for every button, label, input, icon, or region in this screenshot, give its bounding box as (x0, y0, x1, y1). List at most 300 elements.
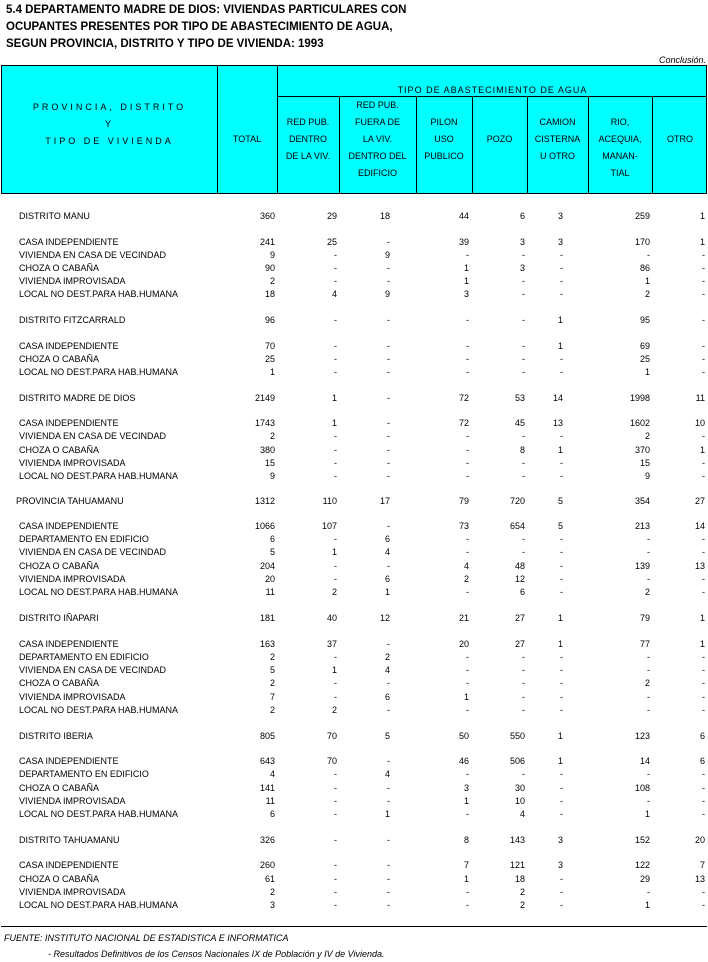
row-label: CASA INDEPENDIENTE (19, 418, 119, 428)
table-row (0, 651, 708, 664)
row-cell: 260 (259, 860, 275, 870)
row-cell: 25 (326, 237, 337, 247)
row-cell: 14 (639, 756, 650, 766)
row-cell: - (560, 887, 563, 897)
row-cell: - (334, 534, 337, 544)
row-cell: 6 (269, 809, 275, 819)
row-cell: 6 (699, 756, 705, 766)
row-label: VIVIENDA IMPROVISADA (19, 796, 126, 806)
row-cell: 1 (331, 547, 337, 557)
row-cell: - (334, 783, 337, 793)
row-cell: - (560, 769, 563, 779)
row-cell: - (647, 665, 650, 675)
row-cell: - (387, 756, 390, 766)
row-cell: - (702, 705, 705, 715)
row-cell: - (702, 783, 705, 793)
row-cell: 1 (557, 315, 563, 325)
row-cell: - (387, 561, 390, 571)
table-row (0, 392, 708, 405)
row-cell: 1 (269, 367, 275, 377)
row-cell: 40 (326, 613, 337, 623)
row-cell: - (387, 860, 390, 870)
row-cell: - (522, 471, 525, 481)
table-row (0, 210, 708, 223)
row-cell: 29 (639, 874, 650, 884)
row-cell: 4 (384, 665, 390, 675)
table-row (0, 353, 708, 366)
row-cell: - (387, 900, 390, 910)
row-cell: - (387, 458, 390, 468)
row-cell: - (522, 652, 525, 662)
table-row (0, 275, 708, 288)
row-cell: 1 (331, 418, 337, 428)
row-cell: - (522, 692, 525, 702)
row-cell: 5 (269, 665, 275, 675)
row-cell: - (466, 665, 469, 675)
row-cell: 1 (699, 237, 705, 247)
row-cell: 7 (699, 860, 705, 870)
row-cell: 70 (264, 341, 275, 351)
row-cell: 8 (519, 445, 525, 455)
row-cell: - (702, 665, 705, 675)
row-label: CASA INDEPENDIENTE (19, 860, 119, 870)
row-cell: 143 (509, 835, 525, 845)
source-note: - Resultados Definitivos de los Censos Nacionales IX de Población y IV de Vivienda. (48, 949, 385, 959)
row-cell: 12 (379, 613, 390, 623)
row-cell: 550 (509, 731, 525, 741)
row-label: CASA INDEPENDIENTE (19, 639, 119, 649)
row-cell: 2 (269, 276, 275, 286)
row-cell: - (560, 574, 563, 584)
row-cell: 9 (384, 289, 390, 299)
row-cell: - (387, 418, 390, 428)
row-label: VIVIENDA IMPROVISADA (19, 458, 126, 468)
row-cell: - (522, 315, 525, 325)
row-cell: - (334, 652, 337, 662)
row-cell: 2 (269, 887, 275, 897)
row-cell: 354 (634, 496, 650, 506)
row-cell: - (560, 587, 563, 597)
row-cell: - (334, 250, 337, 260)
row-label: CASA INDEPENDIENTE (19, 237, 119, 247)
row-cell: - (702, 276, 705, 286)
row-label: VIVIENDA EN CASA DE VECINDAD (19, 250, 167, 260)
row-label: CASA INDEPENDIENTE (19, 521, 119, 531)
row-label: DISTRITO MADRE DE DIOS (19, 393, 136, 403)
row-cell: - (466, 458, 469, 468)
row-cell: 48 (514, 561, 525, 571)
row-cell: 6 (519, 211, 525, 221)
stub-header-line-3: TIPO DE VIVIENDA (45, 136, 174, 146)
row-cell: 5 (269, 547, 275, 557)
row-cell: 6 (384, 574, 390, 584)
row-cell: 110 (322, 496, 337, 506)
row-cell: - (387, 705, 390, 715)
table-row (0, 677, 708, 690)
row-cell: - (522, 534, 525, 544)
header-divider (217, 66, 218, 193)
row-cell: - (466, 534, 469, 544)
row-cell: - (466, 705, 469, 715)
row-cell: - (702, 652, 705, 662)
row-cell: - (334, 900, 337, 910)
row-cell: 122 (634, 860, 650, 870)
col-pozo-header: POZO (486, 134, 513, 144)
row-cell: - (702, 809, 705, 819)
row-label: DISTRITO IBERIA (19, 731, 93, 741)
row-cell: - (387, 521, 390, 531)
row-cell: 2 (384, 652, 390, 662)
row-cell: 5 (384, 731, 390, 741)
table-row (0, 886, 708, 899)
row-cell: 1 (331, 665, 337, 675)
row-cell: - (560, 561, 563, 571)
row-cell: - (647, 705, 650, 715)
row-label: CASA INDEPENDIENTE (19, 341, 119, 351)
row-cell: - (647, 534, 650, 544)
stub-header-line-1: PROVINCIA, DISTRITO (32, 102, 187, 112)
row-label: LOCAL NO DEST.PARA HAB.HUMANA (19, 471, 179, 481)
title-line-1: 5.4 DEPARTAMENTO MADRE DE DIOS: VIVIENDAS PARTICULARES CON (6, 4, 407, 16)
row-cell: - (702, 547, 705, 557)
row-cell: - (466, 431, 469, 441)
row-cell: 1 (463, 276, 469, 286)
row-cell: 107 (321, 521, 337, 531)
table-row (0, 730, 708, 743)
row-cell: 1 (463, 263, 469, 273)
row-cell: 170 (634, 237, 650, 247)
row-cell: 654 (509, 521, 525, 531)
row-cell: - (466, 367, 469, 377)
table-row (0, 795, 708, 808)
row-cell: - (466, 769, 469, 779)
row-label: DISTRITO IÑAPARI (19, 613, 99, 623)
row-cell: - (334, 874, 337, 884)
row-cell: - (334, 431, 337, 441)
table-title (6, 2, 406, 53)
table-row (0, 236, 708, 249)
row-cell: - (334, 887, 337, 897)
row-cell: 72 (458, 393, 469, 403)
row-cell: - (334, 341, 337, 351)
row-cell: 1 (384, 809, 390, 819)
row-cell: 79 (639, 613, 650, 623)
row-label: VIVIENDA IMPROVISADA (19, 574, 126, 584)
row-cell: - (560, 783, 563, 793)
row-cell: - (702, 250, 705, 260)
row-cell: 1 (644, 900, 650, 910)
row-cell: - (702, 796, 705, 806)
row-cell: 1 (557, 639, 563, 649)
row-cell: 96 (264, 315, 275, 325)
row-cell: - (466, 354, 469, 364)
row-cell: - (560, 534, 563, 544)
row-cell: - (647, 769, 650, 779)
row-cell: 4 (269, 769, 275, 779)
row-cell: 27 (514, 639, 525, 649)
row-label: DEPARTAMENTO EN EDIFICIO (19, 769, 149, 779)
row-cell: 2 (331, 587, 337, 597)
row-cell: - (702, 354, 705, 364)
row-cell: - (466, 471, 469, 481)
table-row (0, 664, 708, 677)
row-label: CHOZA O CABAÑA (19, 783, 100, 793)
row-cell: 9 (644, 471, 650, 481)
row-cell: - (466, 652, 469, 662)
row-cell: - (522, 458, 525, 468)
table-header (1, 65, 707, 194)
row-cell: 50 (458, 731, 469, 741)
row-cell: - (466, 250, 469, 260)
row-cell: 1 (557, 613, 563, 623)
row-cell: 2 (463, 574, 469, 584)
row-cell: - (560, 471, 563, 481)
row-cell: 73 (458, 521, 469, 531)
row-cell: 20 (694, 835, 705, 845)
row-cell: - (387, 393, 390, 403)
row-cell: - (647, 574, 650, 584)
row-cell: 720 (509, 496, 525, 506)
row-cell: 1 (557, 445, 563, 455)
row-label: LOCAL NO DEST.PARA HAB.HUMANA (19, 289, 179, 299)
row-cell: - (466, 315, 469, 325)
row-cell: 14 (552, 393, 563, 403)
row-cell: - (702, 471, 705, 481)
row-cell: 139 (634, 561, 650, 571)
table-row (0, 586, 708, 599)
row-cell: - (560, 547, 563, 557)
row-cell: - (647, 250, 650, 260)
row-cell: - (560, 354, 563, 364)
table-row (0, 340, 708, 353)
row-cell: 95 (639, 315, 650, 325)
row-cell: 2149 (254, 393, 275, 403)
row-cell: 7 (463, 860, 469, 870)
row-cell: - (702, 315, 705, 325)
row-cell: 13 (694, 561, 705, 571)
row-cell: 77 (639, 639, 650, 649)
row-cell: - (466, 547, 469, 557)
row-cell: 15 (639, 458, 650, 468)
row-cell: - (466, 445, 469, 455)
row-cell: 1 (557, 756, 563, 766)
row-cell: 13 (694, 874, 705, 884)
row-cell: 79 (458, 496, 469, 506)
row-cell: 1 (699, 445, 705, 455)
row-cell: 9 (384, 250, 390, 260)
table-row (0, 691, 708, 704)
table-row (0, 366, 708, 379)
row-cell: 1 (331, 393, 337, 403)
row-cell: - (466, 809, 469, 819)
row-cell: 1 (699, 639, 705, 649)
row-cell: 1 (644, 809, 650, 819)
row-cell: 10 (514, 796, 525, 806)
row-cell: - (334, 574, 337, 584)
row-cell: - (702, 367, 705, 377)
row-cell: - (522, 665, 525, 675)
row-cell: 6 (384, 534, 390, 544)
row-cell: - (387, 341, 390, 351)
row-cell: - (387, 796, 390, 806)
row-label: VIVIENDA EN CASA DE VECINDAD (19, 665, 167, 675)
row-cell: 70 (326, 756, 337, 766)
row-label: VIVIENDA EN CASA DE VECINDAD (19, 431, 167, 441)
row-cell: - (387, 367, 390, 377)
row-cell: - (387, 874, 390, 884)
row-cell: 5 (557, 496, 563, 506)
row-cell: 1 (463, 692, 469, 702)
row-label: VIVIENDA IMPROVISADA (19, 276, 126, 286)
row-label: CHOZA O CABAÑA (19, 263, 100, 273)
row-cell: - (522, 678, 525, 688)
row-cell: - (560, 289, 563, 299)
row-label: LOCAL NO DEST.PARA HAB.HUMANA (19, 900, 179, 910)
row-cell: - (334, 809, 337, 819)
row-cell: - (647, 547, 650, 557)
row-cell: - (466, 341, 469, 351)
row-cell: - (334, 315, 337, 325)
row-cell: 1 (463, 796, 469, 806)
row-cell: - (647, 796, 650, 806)
row-cell: 4 (463, 561, 469, 571)
table-bottom-rule (1, 926, 707, 927)
row-cell: 2 (269, 705, 275, 715)
row-cell: 204 (259, 561, 275, 571)
row-cell: 72 (458, 418, 469, 428)
row-cell: - (387, 471, 390, 481)
row-cell: 1 (557, 731, 563, 741)
row-label: DEPARTAMENTO EN EDIFICIO (19, 534, 149, 544)
row-label: CHOZA O CABAÑA (19, 445, 100, 455)
row-cell: - (387, 354, 390, 364)
col-red-pub-fuera-header: RED PUB. FUERA DE LA VIV. DENTRO DEL EDIFICIO (348, 100, 407, 178)
row-cell: - (522, 431, 525, 441)
source-line: FUENTE: INSTITUTO NACIONAL DE ESTADISTICA E INFORMATICA (4, 933, 289, 943)
row-cell: 2 (644, 431, 650, 441)
row-cell: 9 (269, 471, 275, 481)
row-cell: 21 (458, 613, 469, 623)
row-cell: - (334, 769, 337, 779)
row-cell: - (387, 431, 390, 441)
table-row (0, 704, 708, 717)
row-cell: - (702, 692, 705, 702)
row-cell: 805 (259, 731, 275, 741)
row-cell: 2 (644, 678, 650, 688)
row-cell: - (522, 276, 525, 286)
row-cell: 27 (514, 613, 525, 623)
row-cell: - (702, 458, 705, 468)
row-cell: - (387, 835, 390, 845)
row-cell: 1602 (629, 418, 650, 428)
row-label: LOCAL NO DEST.PARA HAB.HUMANA (19, 705, 179, 715)
row-cell: 326 (259, 835, 275, 845)
row-cell: 2 (644, 587, 650, 597)
row-cell: - (334, 561, 337, 571)
row-cell: - (522, 547, 525, 557)
row-cell: - (560, 705, 563, 715)
row-label: DISTRITO MANU (19, 211, 90, 221)
row-cell: 380 (259, 445, 275, 455)
row-cell: 30 (514, 783, 525, 793)
row-cell: 17 (379, 496, 390, 506)
row-cell: - (522, 289, 525, 299)
row-cell: - (334, 458, 337, 468)
row-cell: 14 (694, 521, 705, 531)
row-cell: 3 (557, 835, 563, 845)
row-cell: - (560, 431, 563, 441)
row-cell: 1 (644, 276, 650, 286)
row-cell: 2 (269, 431, 275, 441)
row-cell: 123 (634, 731, 650, 741)
row-cell: - (334, 692, 337, 702)
group-header: TIPO DE ABASTECIMIENTO DE AGUA (397, 85, 588, 95)
table-row (0, 859, 708, 872)
row-cell: 152 (634, 835, 650, 845)
table-row (0, 457, 708, 470)
row-label: DISTRITO FITZCARRALD (19, 315, 126, 325)
row-cell: 37 (326, 639, 337, 649)
row-cell: 25 (639, 354, 650, 364)
row-cell: 163 (259, 639, 275, 649)
row-cell: 1 (699, 211, 705, 221)
row-cell: 2 (644, 289, 650, 299)
table-row (0, 834, 708, 847)
row-cell: 2 (519, 900, 525, 910)
row-cell: - (702, 431, 705, 441)
row-cell: 2 (331, 705, 337, 715)
row-cell: 6 (269, 534, 275, 544)
table-row (0, 808, 708, 821)
row-cell: 213 (634, 521, 650, 531)
table-row (0, 430, 708, 443)
row-cell: 1 (644, 367, 650, 377)
row-cell: 10 (694, 418, 705, 428)
row-cell: - (387, 445, 390, 455)
row-cell: - (702, 587, 705, 597)
table-row (0, 638, 708, 651)
row-label: DISTRITO TAHUAMANU (19, 835, 120, 845)
row-cell: 4 (384, 769, 390, 779)
table-row (0, 546, 708, 559)
row-cell: 7 (269, 692, 275, 702)
row-cell: 241 (259, 237, 275, 247)
row-cell: - (702, 769, 705, 779)
row-cell: 506 (509, 756, 525, 766)
row-cell: - (334, 445, 337, 455)
row-cell: - (387, 315, 390, 325)
row-cell: 259 (634, 211, 650, 221)
row-cell: - (702, 574, 705, 584)
table-row (0, 417, 708, 430)
row-cell: 3 (463, 783, 469, 793)
row-cell: 5 (557, 521, 563, 531)
row-cell: - (466, 587, 469, 597)
table-row (0, 262, 708, 275)
row-cell: 6 (519, 587, 525, 597)
row-cell: - (647, 692, 650, 702)
row-cell: - (560, 874, 563, 884)
row-label: CASA INDEPENDIENTE (19, 756, 119, 766)
row-cell: - (702, 341, 705, 351)
row-cell: - (560, 796, 563, 806)
row-cell: 2 (269, 678, 275, 688)
row-cell: - (334, 367, 337, 377)
row-cell: - (560, 678, 563, 688)
stub-header-line-2: Y (104, 119, 114, 129)
table-row (0, 782, 708, 795)
row-cell: - (466, 900, 469, 910)
